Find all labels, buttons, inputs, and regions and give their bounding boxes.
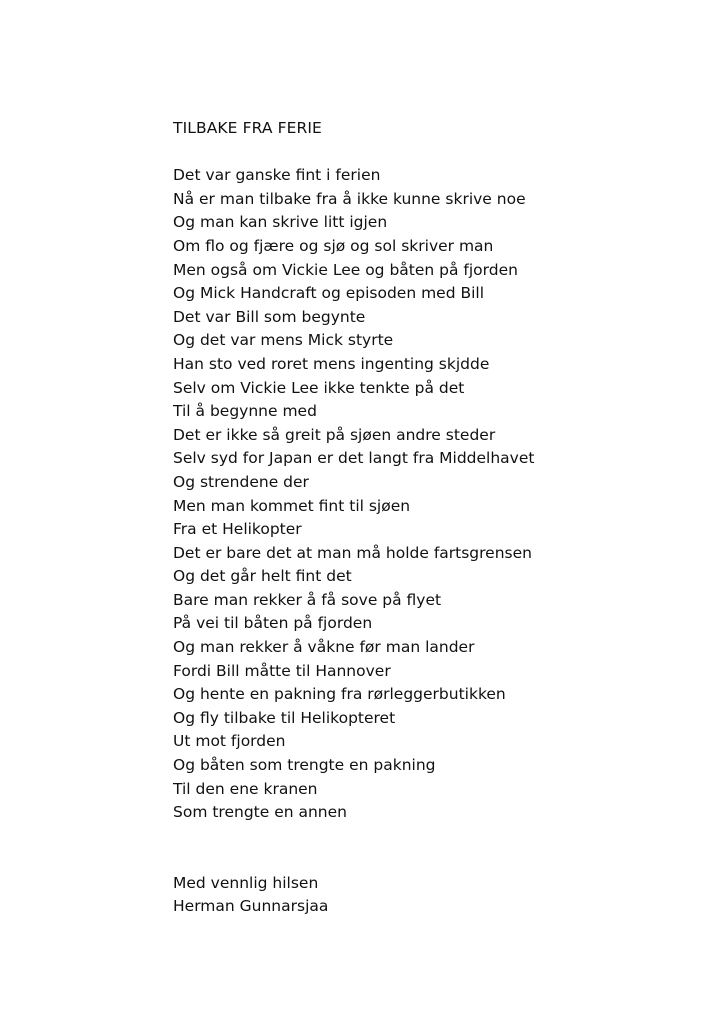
poem-line: Men også om Vickie Lee og båten på fjorden — [173, 260, 518, 279]
poem-line: Og strendene der — [173, 472, 309, 491]
document-title: TILBAKE FRA FERIE — [173, 119, 322, 137]
poem-line: Fordi Bill måtte til Hannover — [173, 661, 391, 680]
poem-line: Og båten som trengte en pakning — [173, 756, 436, 775]
poem-line: Det var Bill som begynte — [173, 307, 366, 326]
poem-line: Han sto ved roret mens ingenting skjdde — [173, 354, 490, 373]
poem-line: Det var ganske fint i ferien — [173, 166, 381, 185]
poem-line: Nå er man tilbake fra å ikke kunne skrive noe — [173, 189, 526, 208]
poem-line: Og det går helt fint det — [173, 567, 352, 586]
closing-signature: Herman Gunnarsjaa — [173, 897, 329, 916]
poem-line: Og hente en pakning fra rørleggerbutikken — [173, 685, 506, 704]
closing-block — [173, 872, 693, 919]
poem-line: Det er bare det at man må holde fartsgrensen — [173, 543, 532, 562]
poem-line: Og fly tilbake til Helikopteret — [173, 708, 396, 727]
poem-line: Det er ikke så greit på sjøen andre steder — [173, 425, 496, 444]
poem-line: Om flo og fjære og sjø og sol skriver man — [173, 236, 494, 255]
document-page — [173, 117, 693, 919]
poem-line: Til å begynne med — [173, 402, 317, 421]
poem-line: Og man kan skrive litt igjen — [173, 213, 388, 232]
poem-line: Og det var mens Mick styrte — [173, 331, 394, 350]
poem-line: Selv syd for Japan er det langt fra Middelhavet — [173, 449, 535, 468]
poem-line: Og Mick Handcraft og episoden med Bill — [173, 284, 485, 303]
poem-line: Som trengte en annen — [173, 803, 347, 822]
poem-line: Til den ene kranen — [173, 779, 318, 798]
poem-line: Ut mot fjorden — [173, 732, 286, 751]
poem-line: Fra et Helikopter — [173, 520, 302, 539]
poem-line: Selv om Vickie Lee ikke tenkte på det — [173, 378, 465, 397]
poem-line: På vei til båten på fjorden — [173, 614, 373, 633]
poem-body — [173, 164, 693, 825]
closing-greeting: Med vennlig hilsen — [173, 873, 319, 892]
poem-line: Men man kommet fint til sjøen — [173, 496, 411, 515]
poem-line: Og man rekker å våkne før man lander — [173, 638, 475, 657]
poem-line: Bare man rekker å få sove på flyet — [173, 590, 442, 609]
